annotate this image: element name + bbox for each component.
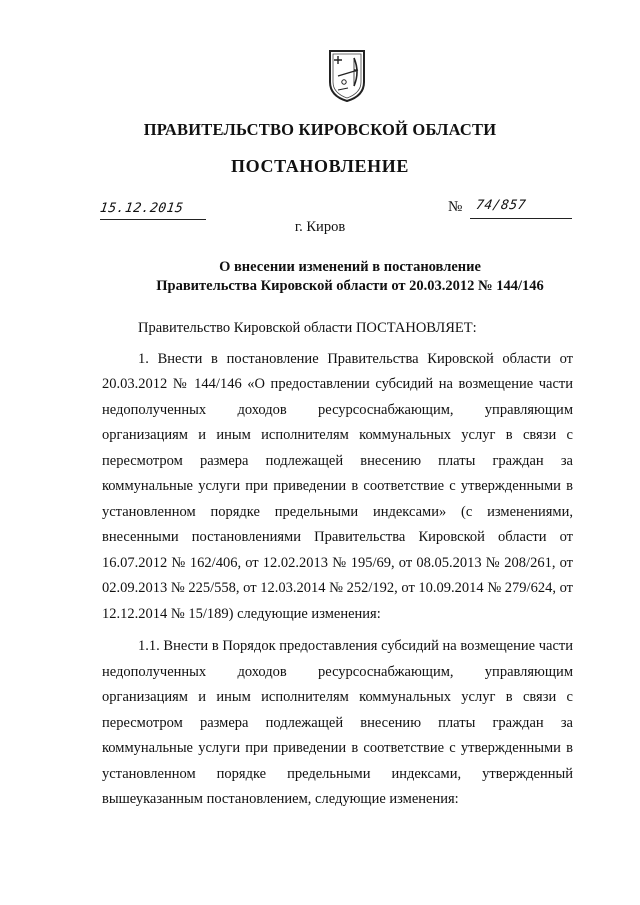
place-of-issue: г. Киров — [294, 219, 346, 235]
document-subject — [120, 258, 580, 296]
document-number-field — [448, 199, 572, 219]
subject-line-2: Правительства Кировской области от 20.03.2012 № 144/146 — [156, 278, 544, 294]
handwritten-date: 15.12.2015 — [98, 201, 185, 216]
paragraph-1-1: 1.1. Внести в Порядок предоставления субсидий на возмещение части недополученных доходов ресурсоснабжающим, управляющим организациям и иным исполнителям коммунальных услуг в связи с пересмотром размера подлежащей внесению платы граждан за коммунальные услуги при приведении в соответствие с утвержденными в установленном порядке предельными индексами, утвержденный вышеуказанным постановлением, следующие изменения: — [102, 638, 573, 807]
subject-line-1: О внесении изменений в постановление — [219, 259, 481, 275]
organization-title: ПРАВИТЕЛЬСТВО КИРОВСКОЙ ОБЛАСТИ — [143, 120, 497, 139]
document-body — [102, 316, 573, 813]
date-field — [100, 199, 206, 220]
coat-of-arms-icon — [327, 48, 367, 104]
number-line — [470, 198, 572, 219]
resolution-intro: Правительство Кировской области ПОСТАНОВЛЯЕТ: — [138, 320, 477, 336]
number-sign: № — [448, 199, 463, 215]
document-type-title: ПОСТАНОВЛЕНИЕ — [231, 156, 409, 176]
paragraph-1: 1. Внести в постановление Правительства Кировской области от 20.03.2012 № 144/146 «О предоставлении субсидий на возмещение части недополученных доходов ресурсоснабжающим, управляющим организациям и иным исполнителям коммунальных услуг в связи с пересмотром размера подлежащей внесению платы граждан за коммунальные услуги при приведении в соответствие с утвержденными в установленном порядке предельными индексами» (с изменениями, внесенными постановлениями Правительства Кировской области от 16.07.2012 № 162/406, от 12.02.2013 № 195/69, от 08.05.2013 № 208/261, от 02.09.2013 № 225/558, от 12.03.2014 № 252/192, от 10.09.2014 № 279/624, от 12.12.2014 № 15/189) следующие изменения: — [102, 350, 573, 622]
handwritten-number: 74/857 — [474, 198, 528, 213]
